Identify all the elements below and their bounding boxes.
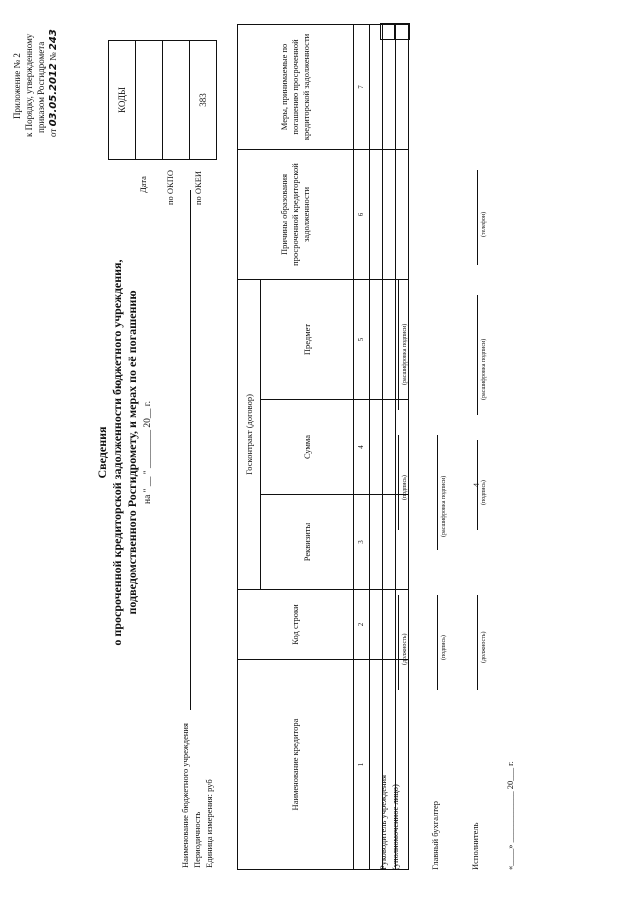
footer-date: «____» ____________ 20___ г.	[505, 761, 515, 870]
chief-accountant-label: Главный бухгалтер	[430, 800, 440, 870]
executor-position-line	[477, 595, 478, 690]
col-number-4: 4	[354, 400, 370, 495]
unit-label: Единица измерения: руб	[204, 779, 214, 868]
chief-signature-line	[437, 595, 438, 690]
head-signature-caption: (подпись)	[402, 475, 408, 500]
codes-header: КОДЫ	[109, 41, 136, 160]
appendix-line-1: Приложение № 2	[12, 53, 22, 119]
head-decoding-line	[398, 280, 399, 410]
appendix-handwritten-number: 243	[48, 29, 59, 51]
header-contract-group: Госконтракт (договор)	[238, 279, 261, 589]
document-subtitle-2: подведомственного Росгидромету, и мерах по её погашению	[125, 290, 139, 615]
head-decoding-caption: (расшифровка подписи)	[402, 323, 408, 385]
header-measures: Меры, принимаемые по погашению просроченной кредиторской задолженности	[238, 24, 354, 149]
appendix-line-3: приказом Росгидромета	[36, 41, 46, 133]
header-subject: Предмет	[261, 279, 354, 399]
executor-signature-line	[477, 440, 478, 530]
document-subtitle-1: о просроченной кредиторской задолженности бюджетного учреждения,	[110, 259, 124, 646]
okpo-label: по ОКПО	[165, 169, 175, 205]
header-sum: Сумма	[261, 400, 354, 495]
institution-label: Наименование бюджетного учреждения	[180, 723, 190, 868]
executor-phone-line	[477, 170, 478, 265]
date-label: Дата	[138, 176, 148, 193]
table-row	[370, 24, 383, 869]
col-number-6: 6	[354, 149, 370, 279]
header-row-code: Код строки	[238, 590, 354, 660]
executor-decoding-caption: (расшифровка подписи)	[481, 338, 487, 400]
executor-phone-caption: (телефон)	[481, 211, 487, 237]
okei-code-cell: 383	[190, 41, 217, 160]
table-row	[383, 24, 396, 869]
appendix-line-4	[47, 29, 60, 137]
appendix-from: от	[48, 128, 58, 137]
head-position-line	[398, 595, 399, 690]
document-title: Сведения	[95, 426, 109, 479]
institution-field-line	[190, 190, 191, 710]
col-number-5: 5	[354, 279, 370, 399]
header-creditor: Наименование кредитора	[238, 660, 354, 870]
date-code-cell	[136, 41, 163, 160]
okei-label: по ОКЕИ	[193, 170, 203, 205]
executor-position-caption: (должность)	[481, 631, 487, 663]
executor-signature-caption: (подпись)	[481, 480, 487, 505]
chief-signature-caption: (подпись)	[441, 635, 447, 660]
page-number: 4	[472, 483, 481, 487]
main-table	[237, 24, 409, 870]
header-reasons: Причины образования просроченной кредиторской задолженности	[238, 149, 354, 279]
codes-table	[108, 40, 217, 160]
chief-decoding-caption: (расшифровка подписи)	[441, 475, 447, 537]
head-position-caption: (должность)	[402, 633, 408, 665]
col-number-2: 2	[354, 590, 370, 660]
col-number-1: 1	[354, 660, 370, 870]
check-box-2	[394, 23, 410, 40]
executor-decoding-line	[477, 295, 478, 415]
appendix-line-2: к Порядку, утвержденному	[24, 33, 34, 137]
head-label-sub: (уполномоченное лицо)	[390, 784, 400, 870]
appendix-no: №	[48, 52, 58, 61]
appendix-handwritten-date: 03.05.2012	[48, 63, 59, 127]
col-number-7: 7	[354, 24, 370, 149]
header-requisites: Реквизиты	[261, 495, 354, 590]
okpo-code-cell	[163, 41, 190, 160]
appendix-block	[11, 29, 60, 137]
report-date-line: на " __ " ________ 20__ г.	[143, 401, 153, 505]
col-number-3: 3	[354, 495, 370, 590]
executor-label: Исполнитель	[470, 822, 480, 870]
head-label: Руководитель учреждения	[378, 774, 388, 870]
chief-decoding-line	[437, 435, 438, 550]
head-signature-line	[398, 435, 399, 530]
periodicity-label: Периодичность	[192, 811, 202, 868]
